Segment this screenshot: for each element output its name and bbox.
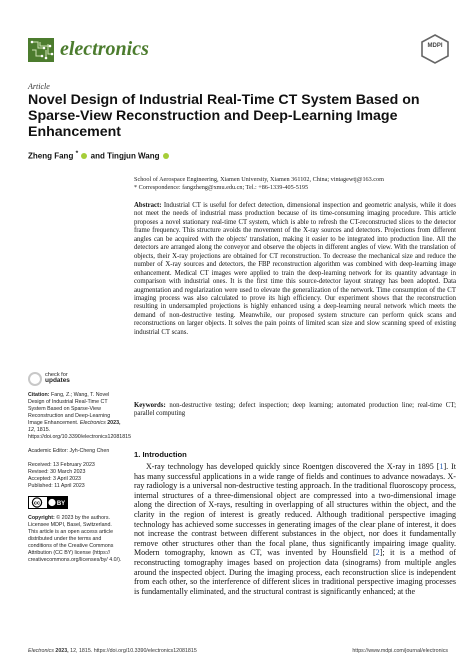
footer-journal-link[interactable]: https://www.mdpi.com/journal/electronics [352, 648, 448, 654]
author-name[interactable]: Zheng Fang [28, 151, 74, 161]
abstract-label: Abstract: [134, 202, 162, 209]
orcid-icon[interactable] [163, 153, 169, 159]
keywords-label: Keywords: [134, 402, 166, 409]
article-sidebar [28, 392, 132, 571]
received-date: Received: 13 February 2023 [28, 462, 95, 468]
copyright-notice: Copyright: © 2023 by the authors. Licensee MDPI, Basel, Switzerland. This article is an open access article distributed under the terms and conditions of the Creative Commons Attribution (CC BY) license (https:// creativecommons.org/licenses/by/ 4.0/). [28, 515, 122, 563]
check-updates-label: check for updates [45, 372, 70, 384]
check-for-updates-button[interactable] [28, 372, 98, 388]
abstract-text: Industrial CT is useful for defect detection, dimensional inspection and geometric analysis, while it does not meet the needs of industrial mass production because of its time-consuming imaging procedure. This article proposes a novel stationary real-time CT system, which is able to refresh the CT-reconstructed slices to the detector frame frequency. This structure avoids the movement of the X-ray sources and detectors. Projections from different angles can be acquired with the objects' translation, making it easier to be integrated into production line. All the detectors are arranged along the conveyor and observe the objects in different angles of view. With the translation of objects, their X-ray projections are obtained for CT reconstruction. To decrease the mechanical size and reduce the number of X-ray sources and detectors, the FBP reconstruction algorithm was combined with deep-learning image enhancement. Medical CT images were applied to train the deep-learning network for its quantity advantage in comparison with industrial ones. It is the first time this source-detector layout strategy has been adopted. Data augmentation and regularization were used to elevate the generalization of the network. Time consumption of the CT imaging process was also calculated to prove its high efficiency. Our experiment shows that the reconstruction resulting in undersampled projections is highly enhanced using a deep-learning neural network which meets the demand of non-destructive testing. Meanwhile, our proposed system structure can perform quick scans and reconstructions on larger objects. It solves the pain points of limited scan size and slow scanning speed of existing industrial CT scans. [134, 202, 457, 336]
article-type-label: Article [28, 82, 50, 91]
keywords [134, 402, 456, 419]
svg-text:cc: cc [34, 500, 40, 507]
cc-by-license-icon[interactable] [28, 496, 68, 509]
introduction-paragraph: X-ray technology has developed quickly since Roentgen discovered the X-ray in 1895 [1]. It has many successful applications in a wide range of fields and continues to advance nowadays. X-ray radiology is a universal non-destructive testing approach. In the traditional fluoroscopy process, internal structures of a three-dimensional object are compressed into a two-dimensional image along the direction of X-rays, resulting in overlapping of all structures within the object, and the clarity in the region of interest is greatly reduced. Although traditional perspective imaging technology has achieved some successes in generating images of the clear plane of interest, it does not increase the contrast between different substances in the object, nor does it fundamentally remove other structures other than the focal plane, thus significantly impairing image quality. Modern tomography, known as CT, was invented by Hounsfield [2]; it is a method of reconstructing tomography images based on projection data (sinograms) from multiple angles around the inspected object. During the imaging process, each reconstruction slice is independent from each other, so the interference of different slices in traditional perspective imaging processes is fundamentally eliminated, and the structural contrast is significantly enhanced; at the [134, 462, 457, 596]
journal-header [28, 26, 450, 70]
reference-link[interactable]: 1 [439, 462, 444, 471]
abstract [134, 202, 456, 337]
author-name[interactable]: Tingjun Wang [107, 151, 160, 161]
correspondence: * Correspondence: fangzheng@xmu.edu.cn; Tel.: +86-1339-405-5195 [134, 184, 309, 191]
affiliation: School of Aerospace Engineering, Xiamen University, Xiamen 361102, China; vintagewtj@163.com [134, 176, 384, 183]
author-joiner: and [90, 151, 105, 161]
check-updates-icon [28, 372, 42, 386]
citation: Citation: Fang, Z.; Wang, T. Novel Design of Industrial Real-Time CT System Based on Sparse-View Reconstruction and Deep-Learning Image Enhancement. Electronics 2023, 12, 1815. https://doi.org/10.3390/electronics12081815 [28, 392, 132, 440]
published-date: Published: 11 April 2023 [28, 483, 85, 489]
electronics-circuit-icon [28, 38, 54, 62]
mdpi-logo-icon [420, 34, 450, 64]
author-list [28, 150, 170, 161]
publication-dates [28, 462, 122, 490]
publisher-name: MDPI [427, 43, 443, 49]
svg-text:BY: BY [56, 500, 66, 507]
page-footer [28, 648, 448, 658]
article-title: Novel Design of Industrial Real-Time CT System Based on Sparse-View Reconstruction and Deep-Learning Image Enhancement [28, 92, 420, 140]
corresponding-mark: * [75, 150, 79, 157]
reference-link[interactable]: 2 [375, 548, 380, 558]
affiliation-block [134, 176, 454, 192]
accepted-date: Accepted: 3 April 2023 [28, 476, 82, 482]
section-heading-introduction: 1. Introduction [134, 450, 187, 459]
orcid-icon[interactable] [81, 153, 87, 159]
citation-doi-link[interactable]: 1815. https://doi.org/10.3390/electronics12081815 [28, 427, 132, 440]
revised-date: Revised: 30 March 2023 [28, 469, 86, 475]
keywords-text: non-destructive testing; defect inspection; deep learning; automated production line; real-time CT; parallel computing [134, 402, 456, 418]
journal-name: electronics [60, 38, 149, 60]
footer-citation: Electronics 2023, 12, 1815. https://doi.org/10.3390/electronics12081815 [28, 648, 197, 654]
academic-editor: Academic Editor: Jyh-Cheng Chen [28, 448, 110, 454]
